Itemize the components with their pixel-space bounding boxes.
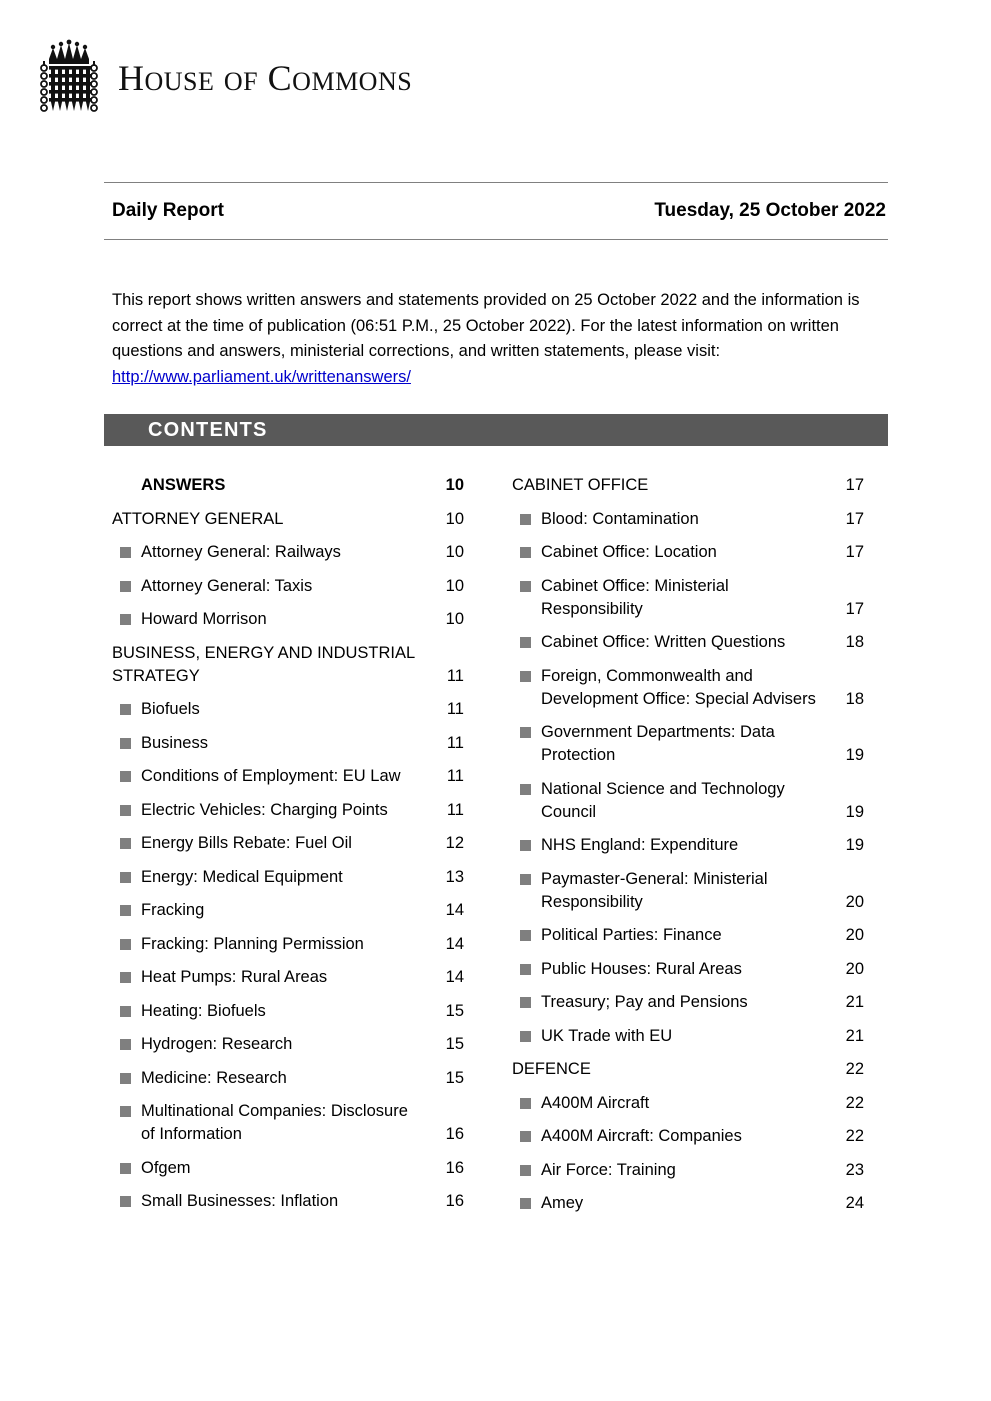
toc-entry-page: 11	[446, 733, 464, 752]
toc-entry-page: 16	[445, 1125, 464, 1143]
bullet-square-icon	[520, 581, 531, 592]
toc-entry-label: ANSWERS	[141, 476, 226, 494]
toc-entry-page: 11	[446, 700, 464, 718]
toc-entry-page: 19	[845, 802, 864, 821]
toc-entry-label: Foreign, Commonwealth and Development Office: Special Advisers	[541, 666, 816, 708]
portcullis-crown-icon	[36, 39, 102, 117]
toc-entry[interactable]	[112, 1033, 464, 1056]
bullet-square-icon	[120, 972, 131, 983]
bullet-square-icon	[520, 930, 531, 941]
bullet-square-icon	[520, 1098, 531, 1109]
toc-entry-label: Electric Vehicles: Charging Points	[141, 800, 388, 819]
toc-entry-label: Public Houses: Rural Areas	[541, 959, 742, 978]
toc-entry-page: 20	[845, 959, 864, 978]
toc-entry-page: 15	[445, 1001, 464, 1020]
bullet-square-icon	[120, 1163, 131, 1174]
toc-entry-page: 21	[845, 1026, 864, 1045]
toc-entry-page: 18	[845, 633, 864, 651]
bullet-spacer	[112, 474, 141, 480]
bullet-square-icon	[120, 1073, 131, 1084]
toc-entry-page: 22	[845, 1060, 864, 1078]
toc-entry-label: National Science and Technology Council	[541, 779, 785, 821]
toc-entry-page: 21	[845, 993, 864, 1011]
bullet-square-icon	[520, 840, 531, 851]
bullet-square-icon	[512, 868, 541, 885]
toc-entry[interactable]	[512, 991, 864, 1014]
toc-entry-page: 17	[845, 509, 864, 528]
toc-entry-page: 20	[845, 892, 864, 911]
toc-entry[interactable]	[512, 1025, 864, 1048]
toc-entry-label: Attorney General: Railways	[141, 543, 341, 561]
bullet-square-icon	[112, 1000, 141, 1017]
bullet-square-icon	[120, 581, 131, 592]
bullet-square-icon	[520, 1198, 531, 1209]
bullet-square-icon	[520, 547, 531, 558]
toc-entry[interactable]	[112, 608, 464, 631]
bullet-square-icon	[120, 704, 131, 715]
toc-entry-label: ATTORNEY GENERAL	[112, 509, 284, 528]
contents-heading: CONTENTS	[148, 418, 268, 441]
toc-entry[interactable]	[112, 832, 464, 855]
toc-entry-page: 22	[845, 1093, 864, 1112]
toc-entry-label: Air Force: Training	[541, 1160, 676, 1179]
report-header-band	[104, 182, 888, 240]
bullet-square-icon	[112, 608, 141, 625]
toc-entry-label: Hydrogen: Research	[141, 1035, 293, 1053]
toc-entry-page: 10	[445, 509, 464, 528]
bullet-square-icon	[112, 933, 141, 950]
bullet-square-icon	[120, 1006, 131, 1017]
bullet-square-icon	[512, 1025, 541, 1042]
bullet-square-icon	[520, 1131, 531, 1142]
toc-entry-label: Multinational Companies: Disclosure of Information	[141, 1102, 408, 1143]
bullet-square-icon	[112, 575, 141, 592]
bullet-square-icon	[512, 631, 541, 648]
toc-entry[interactable]	[512, 665, 864, 711]
toc-entry-page: 13	[445, 867, 464, 886]
toc-entry[interactable]	[512, 474, 864, 497]
toc-entry-label: A400M Aircraft: Companies	[541, 1127, 742, 1145]
toc-entry[interactable]	[512, 508, 864, 531]
bullet-square-icon	[520, 1165, 531, 1176]
bullet-square-icon	[512, 924, 541, 941]
toc-entry-label: Biofuels	[141, 700, 200, 718]
written-answers-link[interactable]: http://www.parliament.uk/writtenanswers/	[112, 367, 411, 386]
toc-entry[interactable]	[112, 1100, 464, 1146]
bullet-square-icon	[512, 1092, 541, 1109]
bullet-square-icon	[512, 778, 541, 795]
bullet-square-icon	[512, 575, 541, 592]
toc-entry-label: Political Parties: Finance	[541, 926, 722, 944]
toc-entry[interactable]	[112, 1157, 464, 1180]
bullet-square-icon	[112, 732, 141, 749]
toc-entry-label: Treasury; Pay and Pensions	[541, 993, 748, 1011]
masthead	[36, 38, 412, 118]
bullet-square-icon	[120, 939, 131, 950]
bullet-square-icon	[512, 541, 541, 558]
toc-entry-label: Ofgem	[141, 1158, 191, 1177]
table-of-contents	[112, 474, 888, 1226]
bullet-square-icon	[520, 997, 531, 1008]
toc-entry-label: Paymaster-General: Ministerial Responsibility	[541, 869, 768, 911]
toc-entry-page: 11	[446, 800, 464, 819]
toc-entry[interactable]	[112, 866, 464, 889]
bullet-square-icon	[512, 834, 541, 851]
toc-entry[interactable]	[112, 1190, 464, 1213]
toc-entry-page: 10	[445, 610, 464, 628]
toc-entry-page: 19	[845, 836, 864, 854]
toc-entry-label: Fracking: Planning Permission	[141, 934, 364, 953]
bullet-square-icon	[520, 1031, 531, 1042]
contents-header-bar	[104, 414, 888, 446]
toc-entry[interactable]	[512, 1058, 864, 1081]
toc-entry-page: 15	[445, 1068, 464, 1087]
toc-entry-page: 16	[445, 1192, 464, 1210]
toc-entry-label: Small Businesses: Inflation	[141, 1192, 339, 1210]
toc-entry[interactable]	[112, 732, 464, 755]
toc-entry[interactable]	[512, 575, 864, 621]
bullet-square-icon	[120, 1106, 131, 1117]
toc-entry[interactable]	[512, 868, 864, 914]
toc-entry-page: 10	[445, 476, 464, 494]
toc-entry-label: Conditions of Employment: EU Law	[141, 767, 401, 785]
bullet-square-icon	[520, 637, 531, 648]
toc-entry-page: 12	[445, 834, 464, 852]
bullet-square-icon	[112, 832, 141, 849]
bullet-square-icon	[120, 771, 131, 782]
toc-entry[interactable]	[112, 1000, 464, 1023]
toc-entry-page: 22	[845, 1127, 864, 1145]
toc-entry-label: Blood: Contamination	[541, 509, 699, 528]
toc-entry-label: A400M Aircraft	[541, 1093, 650, 1112]
bullet-square-icon	[120, 805, 131, 816]
toc-entry-label: Attorney General: Taxis	[141, 576, 313, 595]
toc-entry-label: NHS England: Expenditure	[541, 836, 739, 854]
toc-entry[interactable]	[512, 631, 864, 654]
toc-entry[interactable]	[112, 933, 464, 956]
bullet-square-icon	[512, 958, 541, 975]
bullet-square-icon	[112, 799, 141, 816]
toc-entry-page: 11	[446, 767, 464, 785]
bullet-square-icon	[112, 899, 141, 916]
toc-entry-page: 10	[445, 576, 464, 595]
toc-entry-label: Fracking	[141, 901, 205, 919]
toc-entry[interactable]	[512, 721, 864, 767]
bullet-square-icon	[520, 727, 531, 738]
toc-entry-label: DEFENCE	[512, 1060, 591, 1078]
bullet-square-icon	[120, 872, 131, 883]
bullet-square-icon	[512, 721, 541, 738]
toc-entry[interactable]	[112, 966, 464, 989]
toc-entry[interactable]	[112, 698, 464, 721]
toc-entry-page: 14	[445, 934, 464, 953]
toc-entry-label: Cabinet Office: Written Questions	[541, 633, 786, 651]
bullet-square-icon	[520, 964, 531, 975]
bullet-square-icon	[112, 1190, 141, 1207]
toc-entry-label: UK Trade with EU	[541, 1026, 673, 1045]
bullet-square-icon	[512, 508, 541, 525]
bullet-square-icon	[112, 1157, 141, 1174]
toc-entry-label: CABINET OFFICE	[512, 476, 649, 494]
bullet-square-icon	[112, 541, 141, 558]
bullet-square-icon	[112, 966, 141, 983]
bullet-square-icon	[520, 874, 531, 885]
toc-entry[interactable]	[512, 778, 864, 824]
toc-entry[interactable]	[512, 1092, 864, 1115]
masthead-title: HOUSE OF COMMONS	[118, 58, 413, 98]
toc-entry-label: Business	[141, 733, 208, 752]
toc-entry[interactable]	[512, 924, 864, 947]
bullet-square-icon	[512, 1159, 541, 1176]
toc-entry[interactable]	[512, 1192, 864, 1215]
toc-entry-label: Medicine: Research	[141, 1068, 287, 1087]
bullet-square-icon	[512, 991, 541, 1008]
bullet-square-icon	[112, 1033, 141, 1050]
toc-entry[interactable]	[112, 642, 464, 688]
bullet-square-icon	[120, 1039, 131, 1050]
toc-entry-page: 18	[845, 689, 864, 708]
bullet-square-icon	[520, 671, 531, 682]
toc-entry-page: 15	[445, 1035, 464, 1053]
toc-entry[interactable]	[112, 575, 464, 598]
toc-entry[interactable]	[512, 1159, 864, 1182]
toc-entry-page: 23	[845, 1160, 864, 1179]
toc-entry[interactable]	[112, 799, 464, 822]
toc-entry[interactable]	[112, 508, 464, 531]
toc-entry-page: 17	[845, 476, 864, 494]
bullet-square-icon	[120, 738, 131, 749]
toc-entry-label: Cabinet Office: Ministerial Responsibility	[541, 576, 729, 618]
toc-entry-label: Heat Pumps: Rural Areas	[141, 968, 328, 986]
bullet-square-icon	[120, 838, 131, 849]
toc-entry-label: Cabinet Office: Location	[541, 543, 717, 561]
toc-entry[interactable]	[112, 899, 464, 922]
bullet-square-icon	[512, 1125, 541, 1142]
intro-paragraph	[112, 288, 884, 390]
toc-entry-page: 11	[446, 666, 464, 685]
toc-entry[interactable]	[512, 541, 864, 564]
toc-entry-label: Howard Morrison	[141, 610, 267, 628]
bullet-square-icon	[112, 1100, 141, 1117]
toc-entry-label: BUSINESS, ENERGY AND INDUSTRIAL STRATEGY	[112, 643, 415, 685]
toc-entry-page: 24	[845, 1194, 864, 1212]
toc-entry[interactable]	[512, 1125, 864, 1148]
toc-entry-label: Government Departments: Data Protection	[541, 723, 775, 764]
bullet-square-icon	[120, 614, 131, 625]
toc-entry[interactable]	[112, 765, 464, 788]
toc-entry-page: 20	[845, 926, 864, 944]
bullet-square-icon	[120, 547, 131, 558]
bullet-square-icon	[120, 1196, 131, 1207]
toc-entry-page: 10	[445, 543, 464, 561]
bullet-square-icon	[512, 665, 541, 682]
report-label: Daily Report	[112, 200, 224, 221]
toc-entry-label: Energy Bills Rebate: Fuel Oil	[141, 834, 352, 852]
bullet-square-icon	[112, 1067, 141, 1084]
toc-entry-label: Amey	[541, 1194, 584, 1212]
bullet-square-icon	[520, 784, 531, 795]
bullet-square-icon	[120, 905, 131, 916]
toc-entry-label: Heating: Biofuels	[141, 1001, 266, 1020]
bullet-square-icon	[512, 1192, 541, 1209]
bullet-square-icon	[112, 698, 141, 715]
toc-column-left	[112, 474, 464, 1226]
toc-entry-label: Energy: Medical Equipment	[141, 867, 343, 886]
intro-text: This report shows written answers and statements provided on 25 October 2022 and the information is correct at the time of publication (06:51 P.M., 25 October 2022). For the latest information on written questions and answers, ministerial corrections, and written statements, please visit:	[112, 291, 860, 360]
toc-entry-page: 17	[845, 599, 864, 618]
bullet-square-icon	[112, 866, 141, 883]
toc-entry-page: 14	[445, 968, 464, 986]
toc-column-right	[512, 474, 864, 1226]
bullet-square-icon	[112, 765, 141, 782]
toc-entry-page: 19	[845, 746, 864, 764]
toc-entry-page: 17	[845, 543, 864, 561]
toc-entry-page: 16	[445, 1158, 464, 1177]
toc-entry-page: 14	[445, 901, 464, 919]
toc-entry[interactable]	[512, 958, 864, 981]
toc-entry[interactable]	[112, 474, 464, 497]
bullet-square-icon	[520, 514, 531, 525]
toc-entry[interactable]	[512, 834, 864, 857]
toc-entry[interactable]	[112, 541, 464, 564]
toc-entry[interactable]	[112, 1067, 464, 1090]
report-date: Tuesday, 25 October 2022	[654, 200, 886, 221]
